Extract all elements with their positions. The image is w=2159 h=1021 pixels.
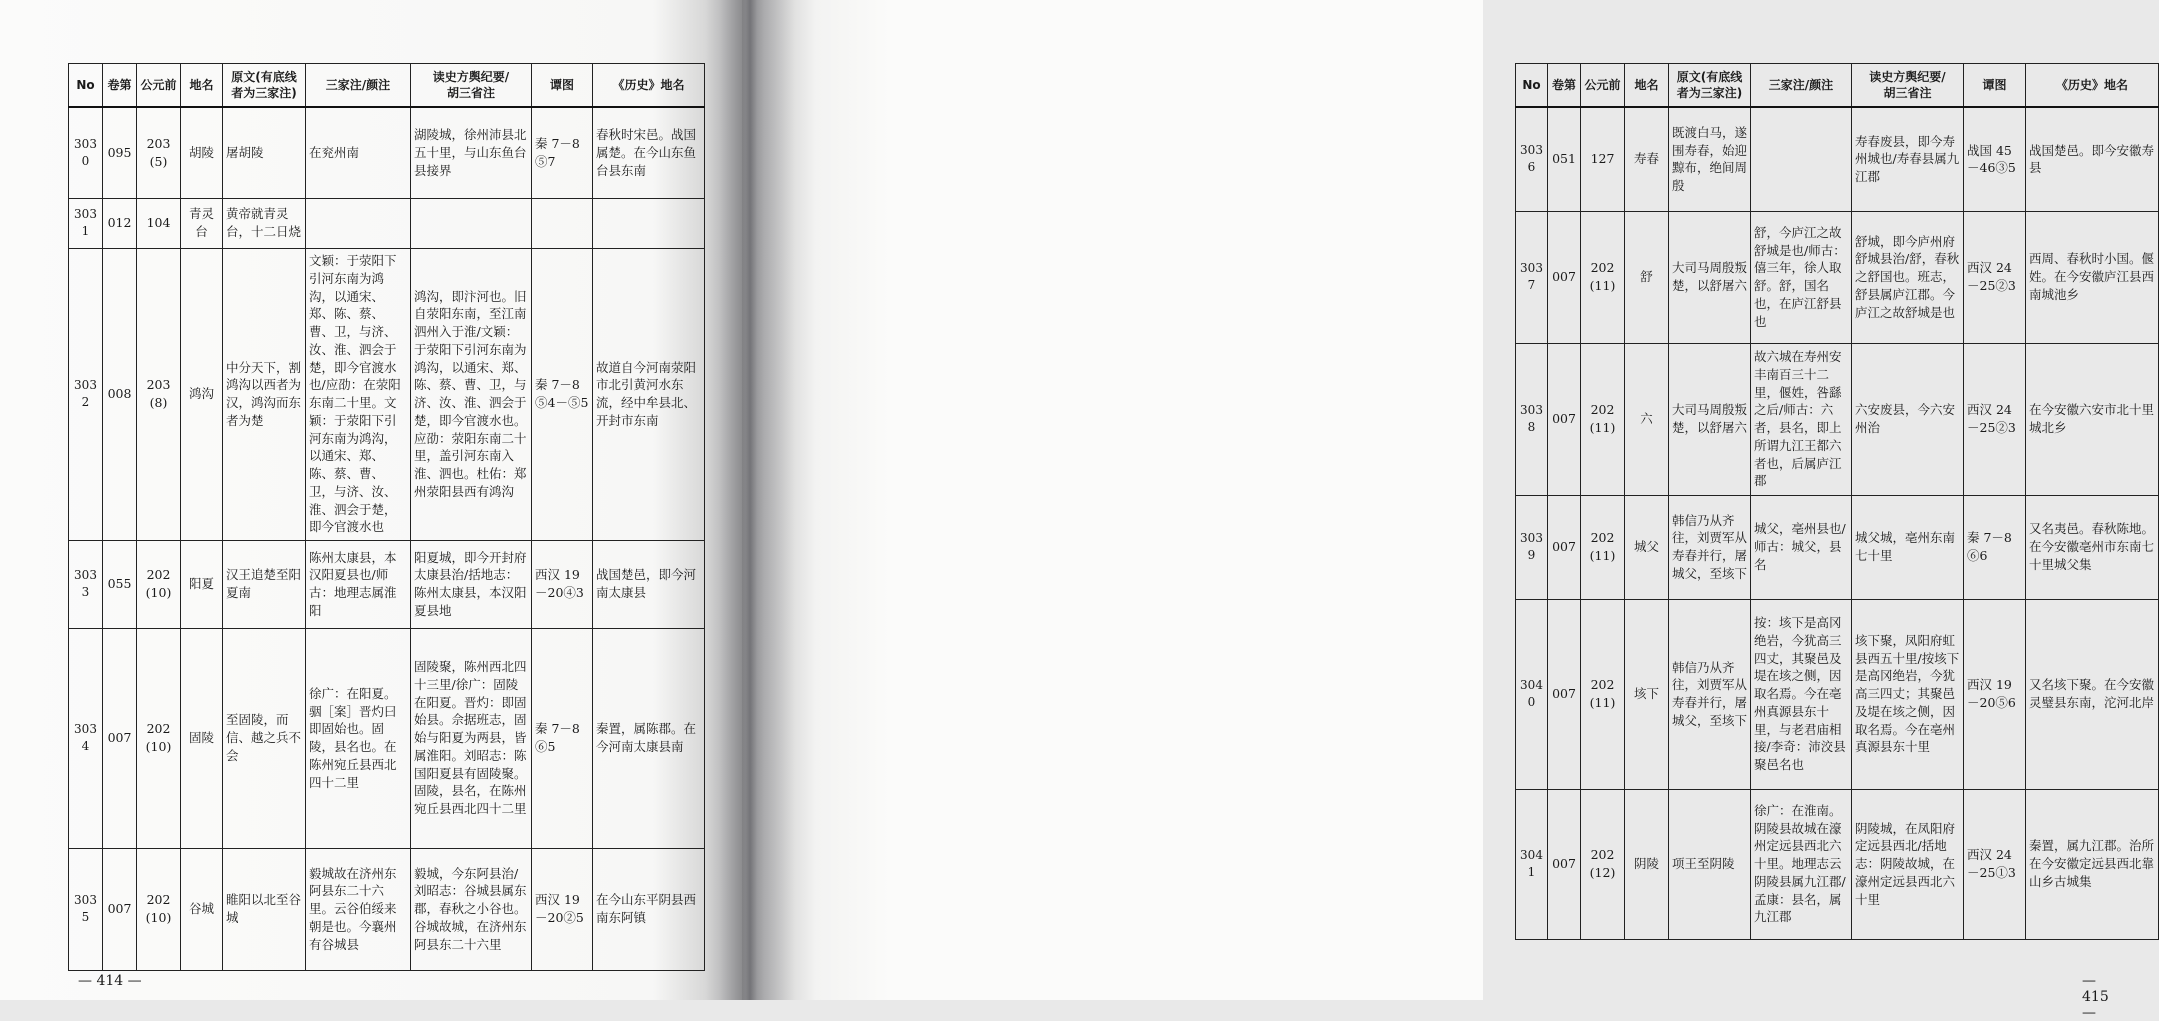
header-original [1669,64,1751,108]
table-row [1516,789,2159,939]
cell-bce [1581,107,1625,211]
cell-original: 大司马周殷叛楚，以舒屠六 [1669,343,1751,495]
cell-volume: 007 [1548,495,1581,599]
cell-sanjia: 在兖州南 [306,107,411,198]
table-row [1516,495,2159,599]
cell-original: 韩信乃从齐往，刘贾军从寿春并行，屠城父，至垓下 [1669,495,1751,599]
cell-no: 3036 [1516,107,1548,211]
cell-place: 鸿沟 [181,248,223,540]
header-tantu: 谭图 [1964,64,2026,108]
bce-month: (10) [145,585,172,600]
cell-place: 阴陵 [1625,789,1669,939]
header-tantu: 谭图 [532,64,593,108]
cell-no: 3040 [1516,599,1548,789]
cell-tantu: 秦 7－8⑥5 [532,628,593,848]
header-dushi-line2: 胡三省注 [446,86,495,100]
cell-dushi: 城父城，亳州东南七十里 [1852,495,1964,599]
bce-year: 203 [146,377,171,393]
header-volume: 卷第 [1548,64,1581,108]
bce-year: 202 [1590,530,1615,546]
table-row [69,540,705,628]
cell-bce [1581,211,1625,343]
header-original-line2: 者为三家注) [1676,86,1743,100]
cell-bce [137,248,181,540]
cell-dushi: 毅城，今东阿县治/刘昭志：谷城县属东郡，春秋之小谷也。谷城故城，在济州东阿县东二十六里 [411,848,532,970]
cell-tantu: 西汉 19－20⑤6 [1964,599,2026,789]
table-row [1516,343,2159,495]
header-bce: 公元前 [137,64,181,108]
cell-bce [1581,789,1625,939]
cell-volume: 007 [1548,599,1581,789]
cell-place: 阳夏 [181,540,223,628]
cell-place: 寿春 [1625,107,1669,211]
cell-tantu: 战国 45－46③5 [1964,107,2026,211]
bce-year: 104 [146,215,171,231]
cell-bce [137,628,181,848]
table-row [69,198,705,248]
cell-bce [137,107,181,198]
cell-sanjia: 文颖：于荥阳下引河东南为鸿沟，以通宋、郑、陈、蔡、曹、卫，与济、汝、淮、泗会于楚，即今官渡水也/应劭：在荥阳东南二十里。文颖：于荥阳下引河东南为鸿沟，以通宋、郑、陈、蔡、曹、卫，与济、汝、淮、泗会于楚，即今官渡水也 [306,248,411,540]
bce-year: 202 [1590,260,1615,276]
bce-month: (8) [149,395,168,410]
cell-place: 六 [1625,343,1669,495]
cell-volume: 007 [1548,789,1581,939]
cell-dushi: 阴陵城，在凤阳府定远县西北/括地志：阴陵故城，在濠州定远县西北六十里 [1852,789,1964,939]
header-dushi [1852,64,1964,108]
cell-original: 汉王追楚至阳夏南 [223,540,306,628]
cell-volume: 007 [103,628,137,848]
table-header-row [1516,64,2159,108]
cell-dushi [411,198,532,248]
cell-volume: 095 [103,107,137,198]
bce-year: 202 [1590,677,1615,693]
cell-no: 3033 [69,540,103,628]
cell-tantu: 西汉 24－25②3 [1964,211,2026,343]
bce-year: 202 [146,892,171,908]
header-volume: 卷第 [103,64,137,108]
table-header-row [69,64,705,108]
cell-place: 垓下 [1625,599,1669,789]
header-original-line1: 原文(有底线 [231,69,297,84]
bce-month: (12) [1589,865,1616,880]
cell-tantu: 西汉 19－20②5 [532,848,593,970]
cell-lishi: 故道自今河南荥阳市北引黄河水东流，经中牟县北、开封市东南 [593,248,705,540]
bce-month: (11) [1589,695,1616,710]
cell-no: 3034 [69,628,103,848]
cell-lishi: 秦置，属九江郡。治所在今安徽定远县西北靠山乡古城集 [2026,789,2159,939]
cell-volume: 008 [103,248,137,540]
cell-volume: 007 [1548,211,1581,343]
cell-bce [1581,599,1625,789]
cell-dushi: 鸿沟，即汴河也。旧自荥阳东南，至江南泗州入于淮/文颖：于荥阳下引河东南为鸿沟，以通宋、郑、陈、蔡、曹、卫，与济、汝、淮、泗会于楚，即今官渡水也。应劭：荥阳东南二十里，盖引河东南入淮、泗也。杜佑：郑州荥阳县西有鸿沟 [411,248,532,540]
table-row [69,107,705,198]
header-place: 地名 [1625,64,1669,108]
header-bce: 公元前 [1581,64,1625,108]
header-place: 地名 [181,64,223,108]
cell-bce [137,198,181,248]
cell-volume: 055 [103,540,137,628]
cell-original: 至固陵，而信、越之兵不会 [223,628,306,848]
cell-lishi: 战国楚邑。即今安徽寿县 [2026,107,2159,211]
cell-no: 3037 [1516,211,1548,343]
bce-month: (10) [145,910,172,925]
cell-sanjia: 陈州太康县，本汉阳夏县也/师古：地理志属淮阳 [306,540,411,628]
header-dushi-line2: 胡三省注 [1883,86,1932,100]
cell-place: 城父 [1625,495,1669,599]
cell-lishi: 春秋时宋邑。战国属楚。在今山东鱼台县东南 [593,107,705,198]
cell-tantu: 西汉 19－20④3 [532,540,593,628]
bce-year: 127 [1590,151,1615,167]
cell-bce [1581,343,1625,495]
cell-original: 睢阳以北至谷城 [223,848,306,970]
table-row [69,628,705,848]
cell-place: 谷城 [181,848,223,970]
cell-sanjia [306,198,411,248]
cell-lishi: 战国楚邑，即今河南太康县 [593,540,705,628]
cell-no: 3038 [1516,343,1548,495]
cell-original: 中分天下，割鸿沟以西者为汉，鸿沟而东者为楚 [223,248,306,540]
cell-volume: 012 [103,198,137,248]
cell-lishi: 秦置，属陈郡。在今河南太康县南 [593,628,705,848]
cell-lishi [593,198,705,248]
cell-dushi: 湖陵城，徐州沛县北五十里，与山东鱼台县接界 [411,107,532,198]
cell-sanjia: 徐广：在淮南。阴陵县故城在濠州定远县西北六十里。地理志云阴陵县属九江郡/孟康：县名，属九江郡 [1751,789,1852,939]
cell-place: 固陵 [181,628,223,848]
header-dushi-line1: 读史方舆纪要/ [432,69,510,84]
cell-dushi: 固陵聚，陈州西北四十三里/徐广：固陵在阳夏。晋灼：即固始县。佘据班志，固始与阳夏为两县，皆属淮阳。刘昭志：陈国阳夏县有固陵聚。固陵，县名，在陈州宛丘县西北四十二里 [411,628,532,848]
cell-dushi: 阳夏城，即今开封府太康县治/括地志：陈州太康县，本汉阳夏县地 [411,540,532,628]
table-row [1516,107,2159,211]
cell-tantu: 西汉 24－25①3 [1964,789,2026,939]
cell-volume: 051 [1548,107,1581,211]
cell-tantu: 秦 7－8⑤4－⑤5 [532,248,593,540]
cell-dushi: 舒城，即今庐州府舒城县治/舒，春秋之舒国也。班志，舒县属庐江郡。今庐江之故舒城是也 [1852,211,1964,343]
left-page [0,0,742,1000]
bce-month: (5) [149,153,168,169]
bce-year: 202 [146,567,171,583]
cell-no: 3030 [69,107,103,198]
cell-original: 韩信乃从齐往，刘贾军从寿春并行，屠城父，至垓下 [1669,599,1751,789]
page-number-left: — 414 — [78,973,142,989]
left-table [68,63,705,971]
cell-dushi: 六安废县，今六安州治 [1852,343,1964,495]
header-sanjia: 三家注/颜注 [1751,64,1852,108]
header-lishi: 《历史》地名 [593,64,705,108]
bce-month: (11) [1589,278,1616,293]
cell-dushi: 寿春废县，即今寿州城也/寿春县属九江郡 [1852,107,1964,211]
cell-original: 屠胡陵 [223,107,306,198]
header-original [223,64,306,108]
cell-no: 3041 [1516,789,1548,939]
page-number-right: — 415 — [2082,973,2109,1021]
cell-no: 3039 [1516,495,1548,599]
cell-original: 黄帝就青灵台，十二日烧 [223,198,306,248]
cell-place: 胡陵 [181,107,223,198]
cell-place: 青灵台 [181,198,223,248]
cell-sanjia [1751,107,1852,211]
cell-tantu: 秦 7－8⑥6 [1964,495,2026,599]
table-row [1516,211,2159,343]
table-row [69,848,705,970]
header-lishi: 《历史》地名 [2026,64,2159,108]
cell-volume: 007 [1548,343,1581,495]
cell-original: 既渡白马，遂围寿春，始迎黥布，绝间周殷 [1669,107,1751,211]
cell-lishi: 又名垓下聚。在今安徽灵璧县东南，沱河北岸 [2026,599,2159,789]
bce-year: 202 [1590,402,1615,418]
header-dushi [411,64,532,108]
header-sanjia: 三家注/颜注 [306,64,411,108]
header-no: No [69,64,103,108]
cell-no: 3031 [69,198,103,248]
bce-month: (10) [145,739,172,754]
cell-sanjia: 故六城在寿州安丰南百三十二里，偃姓，咎繇之后/师古：六者，县名，即上所谓九江王都六者也，后属庐江郡 [1751,343,1852,495]
cell-sanjia: 毅城故在济州东阿县东二十六里。云谷伯绥来朝是也。今襄州有谷城县 [306,848,411,970]
header-dushi-line1: 读史方舆纪要/ [1869,69,1946,84]
cell-volume: 007 [103,848,137,970]
header-no: No [1516,64,1548,108]
cell-bce [137,540,181,628]
table-row [69,248,705,540]
cell-tantu [532,198,593,248]
cell-bce [1581,495,1625,599]
cell-bce [137,848,181,970]
cell-lishi: 在今安徽六安市北十里城北乡 [2026,343,2159,495]
cell-original: 项王至阴陵 [1669,789,1751,939]
bce-year: 202 [146,721,171,737]
cell-lishi: 在今山东平阴县西南东阿镇 [593,848,705,970]
header-original-line1: 原文(有底线 [1676,69,1743,84]
bce-year: 202 [1590,847,1615,863]
cell-tantu: 秦 7－8⑤7 [532,107,593,198]
cell-sanjia: 按：垓下是高冈绝岩，今犹高三四丈，其聚邑及堤在垓之侧，因取名焉。今在亳州真源县东十里，与老君庙相接/李奇：沛洨县聚邑名也 [1751,599,1852,789]
right-table [1515,63,2159,940]
cell-lishi: 西周、春秋时小国。偃姓。在今安徽庐江县西南城池乡 [2026,211,2159,343]
bce-year: 203 [146,136,171,151]
cell-dushi: 垓下聚，凤阳府虹县西五十里/按垓下是高冈绝岩，今犹高三四丈；其聚邑及堤在垓之侧，因取名焉。今在亳州真源县东十里 [1852,599,1964,789]
bce-month: (11) [1589,420,1616,435]
cell-sanjia: 徐广：在阳夏。骃［案］晋灼曰即固始也。固陵，县名也。在陈州宛丘县西北四十二里 [306,628,411,848]
header-original-line2: 者为三家注) [231,86,297,100]
cell-place: 舒 [1625,211,1669,343]
cell-no: 3035 [69,848,103,970]
cell-no: 3032 [69,248,103,540]
cell-sanjia: 城父，亳州县也/师古：城父，县名 [1751,495,1852,599]
cell-tantu: 西汉 24－25②3 [1964,343,2026,495]
bce-month: (11) [1589,548,1616,563]
cell-sanjia: 舒，今庐江之故舒城是也/师古：僖三年，徐人取舒。舒，国名也，在庐江舒县也 [1751,211,1852,343]
cell-original: 大司马周殷叛楚，以舒屠六 [1669,211,1751,343]
cell-lishi: 又名夷邑。春秋陈地。在今安徽亳州市东南七十里城父集 [2026,495,2159,599]
right-page [742,0,2155,1021]
table-row [1516,599,2159,789]
